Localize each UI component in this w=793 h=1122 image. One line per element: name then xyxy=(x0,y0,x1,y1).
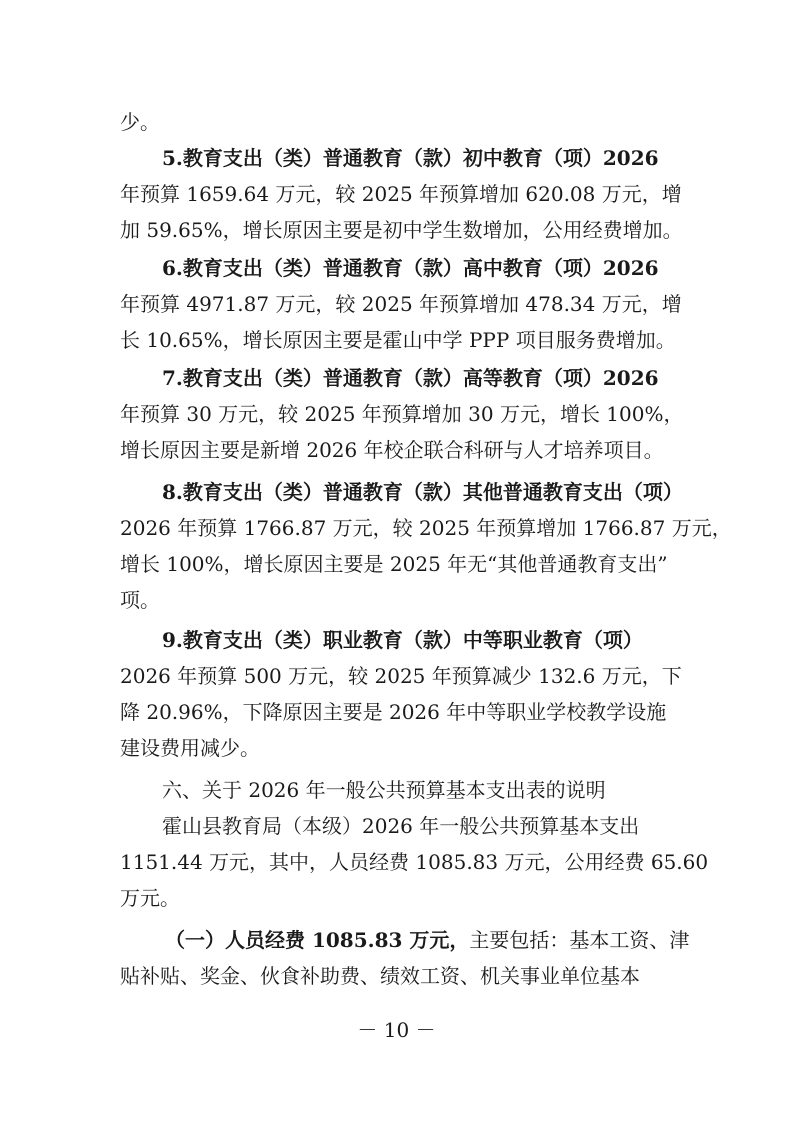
section-heading: 5.教育支出（类）普通教育（款）初中教育（项）2026 xyxy=(162,146,659,170)
body-text-line: 增长 100%，增长原因主要是 2025 年无“其他普通教育支出” xyxy=(120,552,668,576)
body-text-line: 贴补贴、奖金、伙食补助费、绩效工资、机关事业单位基本 xyxy=(120,964,640,988)
body-text-line: 降 20.96%，下降原因主要是 2026 年中等职业学校教学设施 xyxy=(120,700,667,724)
body-text-line: 1151.44 万元，其中，人员经费 1085.83 万元，公用经费 65.60 xyxy=(120,850,709,874)
section-heading: 7.教育支出（类）普通教育（款）高等教育（项）2026 xyxy=(162,366,659,390)
section-heading: 9.教育支出（类）职业教育（款）中等职业教育（项） xyxy=(162,628,643,652)
body-text-line: 2026 年预算 1766.87 万元，较 2025 年预算增加 1766.87 万元， xyxy=(120,516,732,540)
body-text-line: 2026 年预算 500 万元，较 2025 年预算减少 132.6 万元，下 xyxy=(120,664,682,688)
body-text-line: 年预算 30 万元，较 2025 年预算增加 30 万元，增长 100%， xyxy=(120,402,684,426)
body-text-inline: 主要包括：基本工资、津 xyxy=(469,928,690,952)
body-text-line: 年预算 1659.64 万元，较 2025 年预算增加 620.08 万元，增 xyxy=(120,182,682,206)
body-text-line: 万元。 xyxy=(120,886,180,910)
body-text-line: 年预算 4971.87 万元，较 2025 年预算增加 478.34 万元，增 xyxy=(120,292,682,316)
chapter-heading: 六、关于 2026 年一般公共预算基本支出表的说明 xyxy=(162,778,606,802)
page-number: － 10 － xyxy=(357,1018,436,1042)
body-text-line: 霍山县教育局（本级）2026 年一般公共预算基本支出 xyxy=(162,814,640,838)
body-text-line: 项。 xyxy=(120,588,160,612)
body-text-line: 增长原因主要是新增 2026 年校企联合科研与人才培养项目。 xyxy=(120,438,664,462)
subsection-heading: （一）人员经费 1085.83 万元， xyxy=(165,928,470,952)
body-text-line: 少。 xyxy=(120,110,160,134)
body-text-line: 建设费用减少。 xyxy=(120,736,260,760)
body-text-line: 长 10.65%，增长原因主要是霍山中学 PPP 项目服务费增加。 xyxy=(120,328,676,352)
section-heading: 8.教育支出（类）普通教育（款）其他普通教育支出（项） xyxy=(162,480,683,504)
subsection-line xyxy=(0,920,793,960)
section-heading: 6.教育支出（类）普通教育（款）高中教育（项）2026 xyxy=(162,256,659,280)
body-text-line: 加 59.65%，增长原因主要是初中学生数增加，公用经费增加。 xyxy=(120,218,683,242)
